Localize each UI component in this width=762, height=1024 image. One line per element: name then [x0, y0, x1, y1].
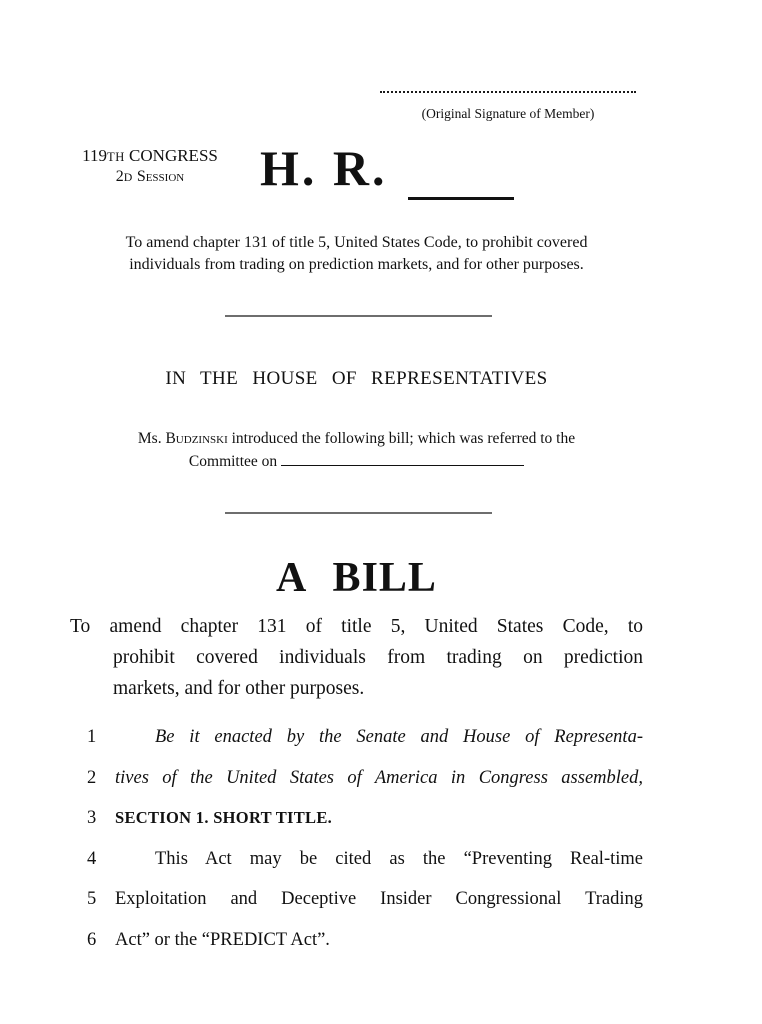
enacting-clause-line: tives of the United States of America in Congress assembled,: [115, 767, 643, 788]
introduction-text: introduced the following bill; which was referred to the: [227, 430, 576, 447]
body-line: [87, 839, 643, 880]
session-line: [64, 167, 236, 187]
bill-number-block: [260, 140, 388, 202]
bill-heading: A BILL: [276, 555, 437, 601]
line-number: 5: [87, 889, 97, 910]
long-title-line: prohibit covered individuals from trading on prediction: [113, 647, 643, 668]
signature-dotted-line: [380, 91, 636, 93]
section-text-line: Exploitation and Deceptive Insider Congressional Trading: [115, 889, 643, 910]
session-word: Session: [136, 168, 185, 185]
line-number: 3: [87, 808, 97, 829]
bill-number-blank-line: [408, 197, 514, 200]
congress-word: CONGRESS: [124, 146, 218, 165]
body-line: [87, 758, 643, 799]
long-title-line: To amend chapter 131 of title 5, United States Code, to: [70, 616, 643, 637]
committee-line: [70, 451, 643, 474]
body-line: [87, 879, 643, 920]
sponsor-name: Budzinski: [165, 430, 228, 447]
line-number: 6: [87, 929, 97, 950]
preamble-line: individuals from trading on prediction markets, and for other purposes.: [129, 255, 584, 273]
line-number: 4: [87, 848, 97, 869]
official-title-preamble: [70, 232, 643, 275]
section-text-line: Act” or the “PREDICT Act”.: [115, 929, 330, 950]
bill-number: H. R.: [260, 140, 388, 196]
session-number: 2: [115, 168, 124, 185]
horizontal-rule: [225, 315, 492, 317]
congress-session-block: [64, 146, 236, 187]
congress-line: [64, 146, 236, 167]
enacting-clause-line: Be it enacted by the Senate and House of Representa-: [155, 727, 643, 747]
session-ordinal-suffix: D: [123, 170, 133, 184]
body-line: [87, 798, 643, 839]
body-line: [87, 717, 643, 758]
bill-body: [87, 717, 643, 961]
signature-block: [380, 91, 636, 122]
sponsor-title-prefix: Ms.: [137, 430, 166, 447]
committee-label: Committee on: [188, 452, 282, 470]
congress-number: 119: [82, 146, 108, 165]
horizontal-rule: [225, 512, 492, 514]
introduction-line: [70, 428, 643, 451]
long-title-line: markets, and for other purposes.: [113, 678, 365, 699]
committee-blank-line: [281, 452, 524, 466]
preamble-line: To amend chapter 131 of title 5, United States Code, to prohibit covered: [125, 234, 588, 251]
signature-caption: (Original Signature of Member): [421, 106, 595, 121]
sponsor-introduction: [70, 428, 643, 473]
section-heading: SECTION 1. SHORT TITLE.: [115, 808, 333, 828]
long-title: [70, 611, 643, 704]
section-text-line: This Act may be cited as the “Preventing Real-time: [155, 848, 643, 869]
line-number: 1: [87, 727, 97, 747]
body-line: [87, 920, 643, 961]
congress-ordinal-suffix: TH: [107, 150, 125, 164]
chamber-heading: IN THE HOUSE OF REPRESENTATIVES: [165, 368, 548, 389]
line-number: 2: [87, 767, 97, 788]
